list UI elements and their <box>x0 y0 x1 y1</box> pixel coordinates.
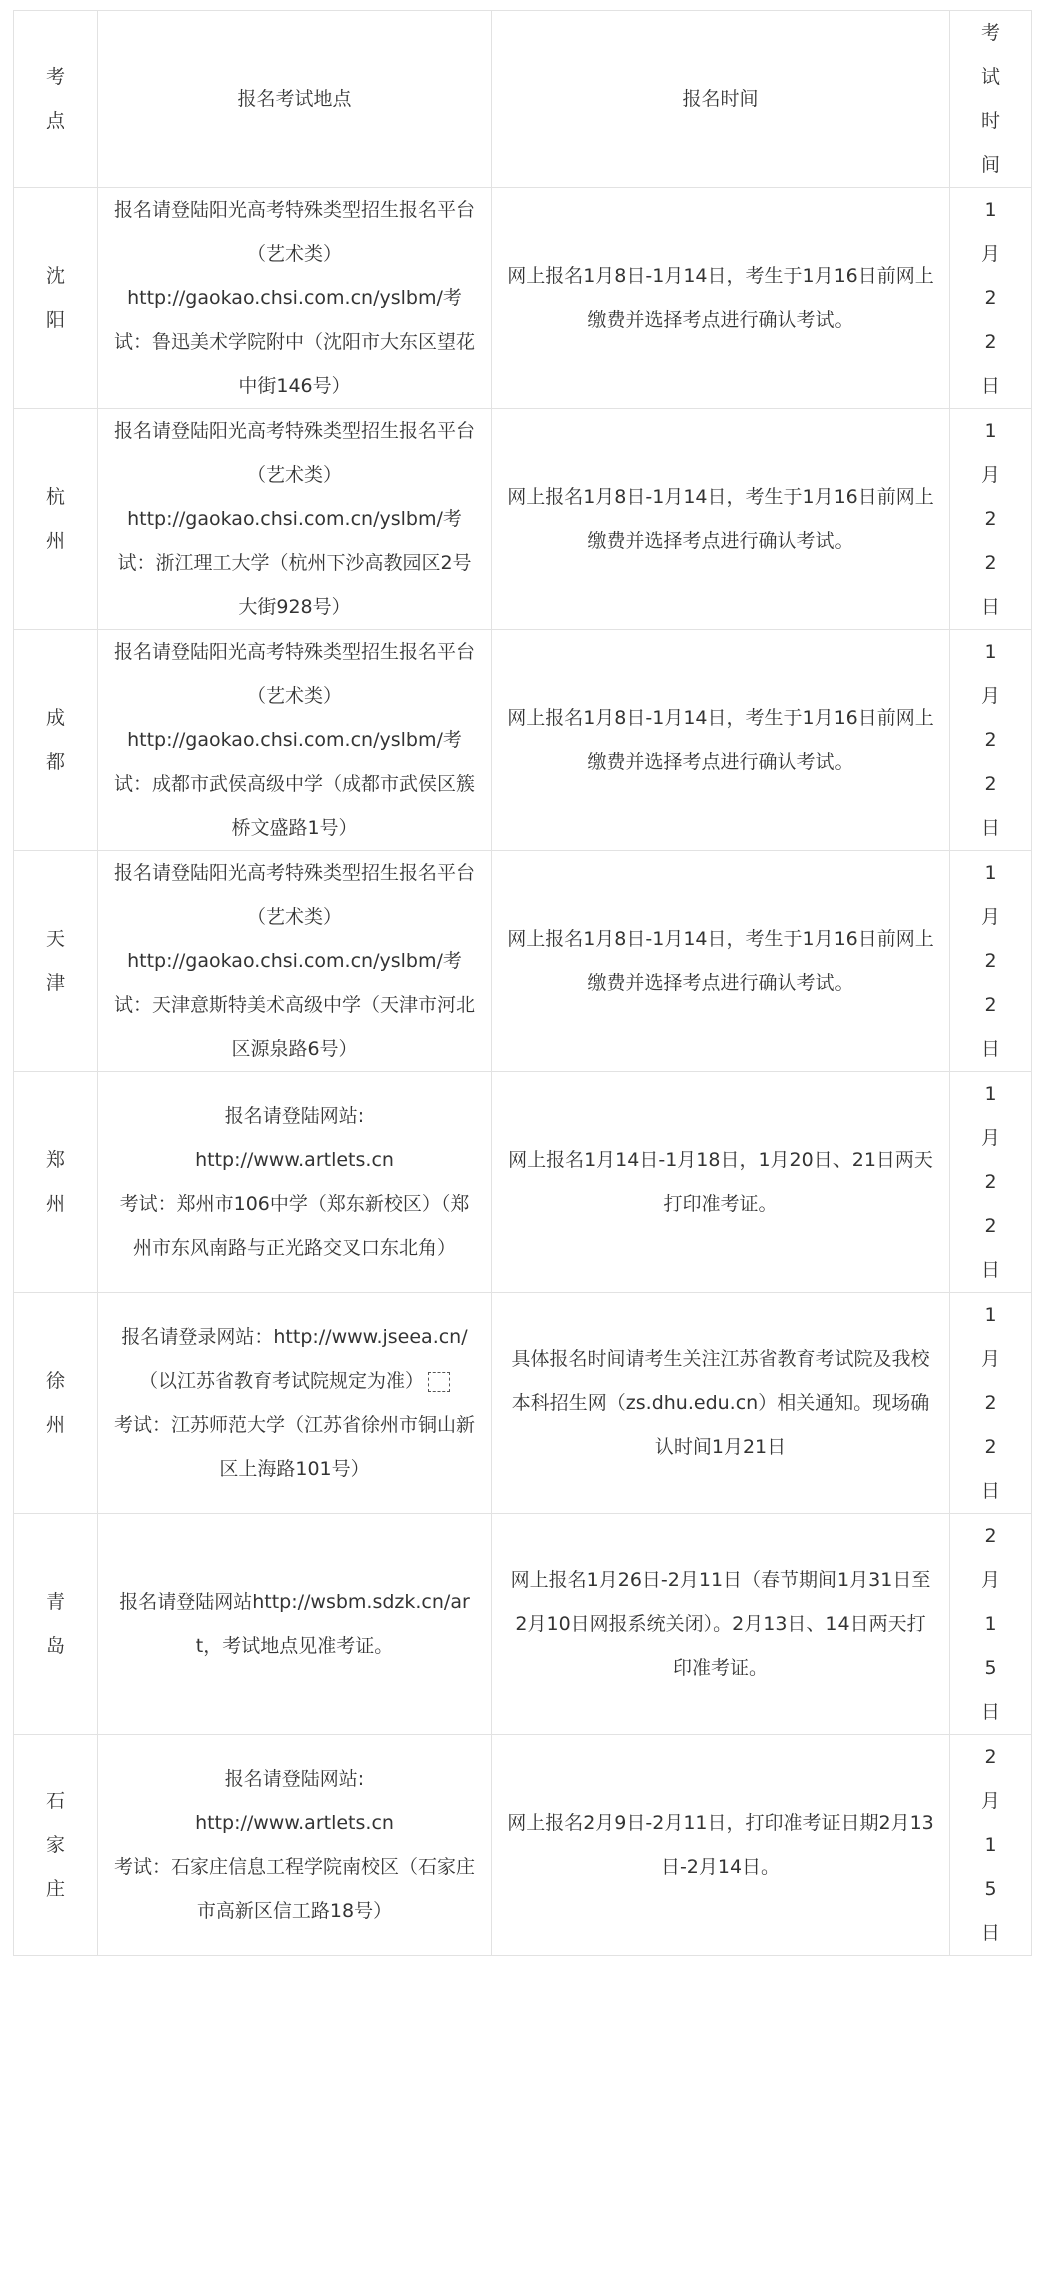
location-text: http://gaokao.chsi.com.cn/yslbm/考试：天津意斯特美术高级中学（天津市河北区源泉路6号） <box>113 950 475 1060</box>
exam-date-cell: 1月22日 <box>950 1293 1032 1514</box>
table-row <box>14 1735 1032 1956</box>
registration-time-cell <box>492 1293 950 1514</box>
exam-schedule-table <box>13 10 1032 1956</box>
location-text: 考试：江苏师范大学（江苏省徐州市铜山新区上海路101号） <box>113 1414 475 1480</box>
location-cell <box>98 1293 492 1514</box>
broken-image-icon <box>428 1372 450 1392</box>
header-registration-time: 报名时间 <box>492 11 950 188</box>
exam-site-cell: 杭州 <box>14 409 98 630</box>
exam-date-cell: 1月22日 <box>950 1072 1032 1293</box>
location-cell <box>98 188 492 409</box>
registration-time-cell <box>492 1514 950 1735</box>
location-text: 报名请登录网站：http://www.jseea.cn/（以江苏省教育考试院规定为准） <box>121 1326 468 1392</box>
location-text: http://www.artlets.cn <box>195 1812 394 1834</box>
location-text: 报名请登陆网站: <box>224 1105 365 1127</box>
location-text: 报名请登陆网站http://wsbm.sdzk.cn/art，考试地点见准考证。 <box>119 1591 470 1657</box>
table-row <box>14 630 1032 851</box>
exam-site-cell: 成都 <box>14 630 98 851</box>
exam-date-cell: 1月22日 <box>950 188 1032 409</box>
exam-date-cell: 1月22日 <box>950 851 1032 1072</box>
table-row <box>14 1293 1032 1514</box>
registration-time-cell <box>492 1735 950 1956</box>
exam-site-cell: 青岛 <box>14 1514 98 1735</box>
location-cell <box>98 1735 492 1956</box>
location-text: 考试：郑州市106中学（郑东新校区）（郑州市东风南路与正光路交叉口东北角） <box>119 1193 470 1259</box>
table-row <box>14 1072 1032 1293</box>
location-text: 考试：石家庄信息工程学院南校区（石家庄市高新区信工路18号） <box>113 1856 475 1922</box>
registration-time-cell <box>492 188 950 409</box>
registration-time-cell <box>492 851 950 1072</box>
exam-date-cell: 1月22日 <box>950 409 1032 630</box>
exam-site-cell: 沈阳 <box>14 188 98 409</box>
location-text: http://gaokao.chsi.com.cn/yslbm/考试：成都市武侯高级中学（成都市武侯区簇桥文盛路1号） <box>113 729 475 839</box>
registration-time-text: 网上报名2月9日-2月11日，打印准考证日期2月13日-2月14日。 <box>507 1812 934 1878</box>
registration-time-text: 网上报名1月8日-1月14日，考生于1月16日前网上缴费并选择考点进行确认考试。 <box>507 265 934 331</box>
location-text: 报名请登陆阳光高考特殊类型招生报名平台（艺术类） <box>113 641 475 707</box>
registration-time-cell <box>492 409 950 630</box>
exam-site-cell: 天津 <box>14 851 98 1072</box>
header-exam-time: 考试时间 <box>950 11 1032 188</box>
registration-time-text: 网上报名1月26日-2月11日（春节期间1月31日至2月10日网报系统关闭）。2月13日、14日两天打印准考证。 <box>510 1569 931 1679</box>
registration-time-text: 网上报名1月8日-1月14日，考生于1月16日前网上缴费并选择考点进行确认考试。 <box>507 707 934 773</box>
exam-date-cell: 1月22日 <box>950 630 1032 851</box>
registration-time-text: 网上报名1月14日-1月18日，1月20日、21日两天打印准考证。 <box>508 1149 933 1215</box>
exam-site-cell: 徐州 <box>14 1293 98 1514</box>
location-cell <box>98 1514 492 1735</box>
registration-time-cell <box>492 1072 950 1293</box>
registration-time-text: 网上报名1月8日-1月14日，考生于1月16日前网上缴费并选择考点进行确认考试。 <box>507 928 934 994</box>
exam-site-cell: 石家庄 <box>14 1735 98 1956</box>
location-text: 报名请登陆网站: <box>224 1768 365 1790</box>
registration-time-text: 具体报名时间请考生关注江苏省教育考试院及我校本科招生网（zs.dhu.edu.cn）相关通知。现场确认时间1月21日 <box>511 1348 930 1458</box>
table-row <box>14 851 1032 1072</box>
location-text: 报名请登陆阳光高考特殊类型招生报名平台（艺术类） <box>113 420 475 486</box>
location-cell <box>98 630 492 851</box>
location-text: http://gaokao.chsi.com.cn/yslbm/考试：浙江理工大学（杭州下沙高教园区2号大街928号） <box>117 508 472 618</box>
table-row <box>14 409 1032 630</box>
registration-time-text: 网上报名1月8日-1月14日，考生于1月16日前网上缴费并选择考点进行确认考试。 <box>507 486 934 552</box>
table-row <box>14 1514 1032 1735</box>
exam-site-cell: 郑州 <box>14 1072 98 1293</box>
location-text: 报名请登陆阳光高考特殊类型招生报名平台（艺术类） <box>113 862 475 928</box>
location-cell <box>98 409 492 630</box>
header-location: 报名考试地点 <box>98 11 492 188</box>
table-header-row <box>14 11 1032 188</box>
location-text: 报名请登陆阳光高考特殊类型招生报名平台（艺术类） <box>113 199 475 265</box>
exam-date-cell: 2月15日 <box>950 1514 1032 1735</box>
header-exam-site: 考点 <box>14 11 98 188</box>
exam-date-cell: 2月15日 <box>950 1735 1032 1956</box>
location-cell <box>98 1072 492 1293</box>
table-row <box>14 188 1032 409</box>
location-text: http://www.artlets.cn <box>195 1149 394 1171</box>
registration-time-cell <box>492 630 950 851</box>
location-text: http://gaokao.chsi.com.cn/yslbm/考试：鲁迅美术学院附中（沈阳市大东区望花中街146号） <box>113 287 475 397</box>
location-cell <box>98 851 492 1072</box>
